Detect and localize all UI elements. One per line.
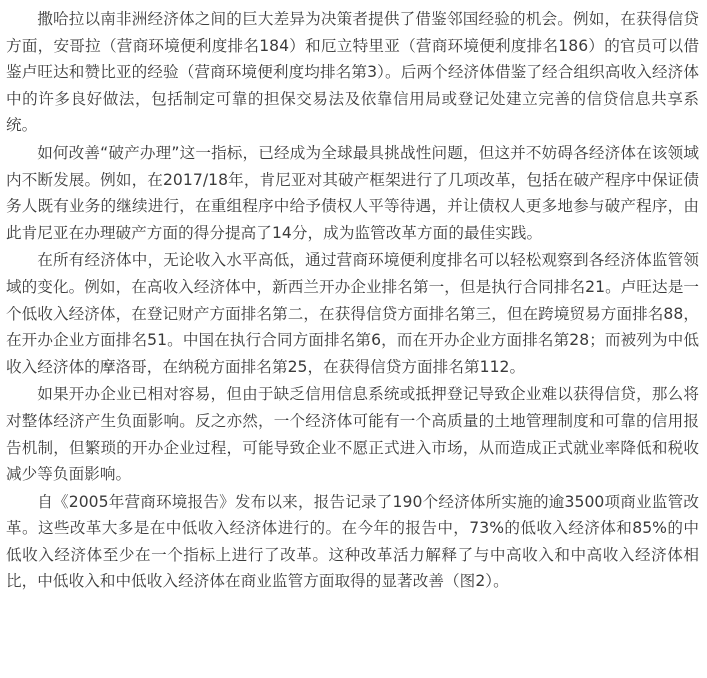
paragraph-rankings-variation: 在所有经济体中，无论收入水平高低，通过营商环境便利度排名可以轻松观察到各经济体监管领域的变化。例如，在高收入经济体中，新西兰开办企业排名第一，但是执行合同排名21。卢旺达是一个低收入经济体，在登记财产方面排名第二，在获得信贷方面排名第三，但在跨境贸易方面排名88，在开办企业方面排名51。中国在执行合同方面排名第6，而在开办企业方面排名第28；而被列为中低收入经济体的摩洛哥，在纳税方面排名第25，在获得信贷方面排名第112。	[6, 251, 699, 376]
paragraph-insolvency: 如何改善“破产办理”这一指标，已经成为全球最具挑战性问题，但这并不妨碍各经济体在该领域内不断发展。例如，在2017/18年，肯尼亚对其破产框架进行了几项改革，包括在破产程序中保证债务人既有业务的继续进行，在重组程序中给予债权人平等待遇，并让债权人更多地参与破产程序，由此肯尼亚在办理破产方面的得分提高了14分，成为监管改革方面的最佳实践。	[6, 143, 699, 242]
paragraph-credit-impact: 如果开办企业已相对容易，但由于缺乏信用信息系统或抵押登记导致企业难以获得信贷，那么将对整体经济产生负面影响。反之亦然，一个经济体可能有一个高质量的土地管理制度和可靠的信用报告机制，但繁琐的开办企业过程，可能导致企业不愿正式进入市场，从而造成正式就业率降低和税收减少等负面影响。	[6, 385, 699, 484]
paragraph-reforms-since-2005: 自《2005年营商环境报告》发布以来，报告记录了190个经济体所实施的逾3500项商业监管改革。这些改革大多是在中低收入经济体进行的。在今年的报告中，73%的低收入经济体和85%的中低收入经济体至少在一个指标上进行了改革。这种改革活力解释了与中高收入和中高收入经济体相比，中低收入和中低收入经济体在商业监管方面取得的显著改善（图2）。	[6, 492, 699, 591]
paragraph-africa-credit: 撒哈拉以南非洲经济体之间的巨大差异为决策者提供了借鉴邻国经验的机会。例如，在获得信贷方面，安哥拉（营商环境便利度排名184）和厄立特里亚（营商环境便利度排名186）的官员可以借鉴卢旺达和赞比亚的经验（营商环境便利度均排名第3）。后两个经济体借鉴了经合组织高收入经济体中的许多良好做法，包括制定可靠的担保交易法及依靠信用局或登记处建立完善的信贷信息共享系统。	[6, 10, 699, 135]
